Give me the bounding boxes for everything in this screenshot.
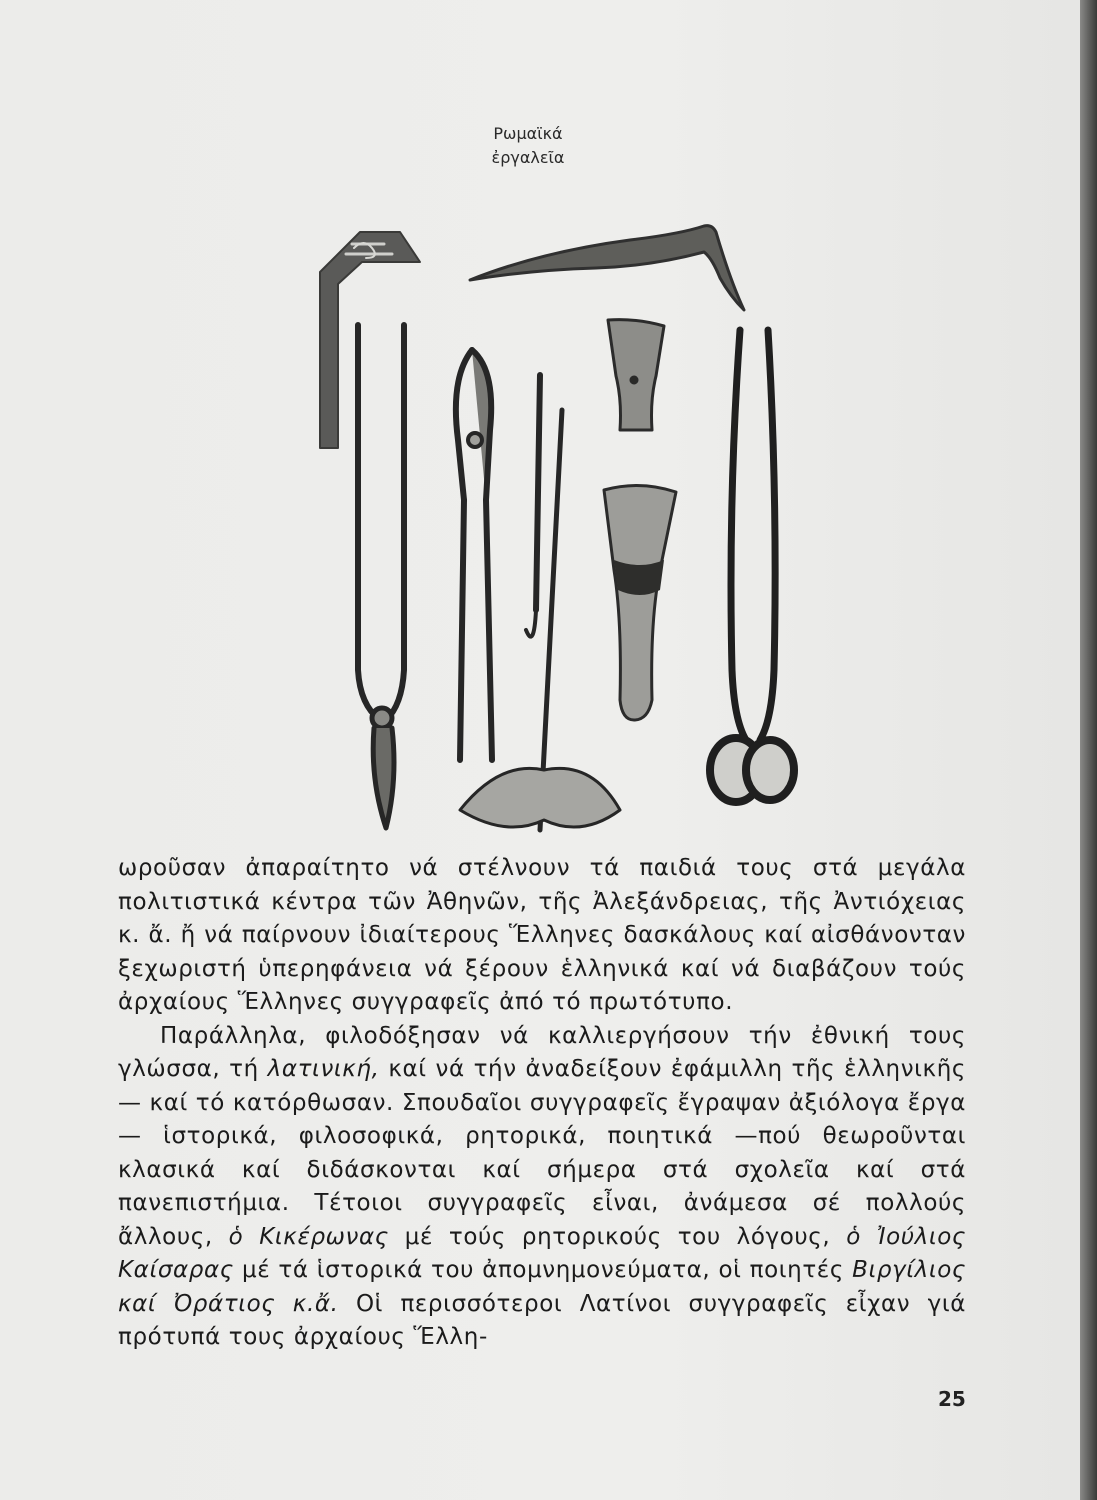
paragraph-2 [118,1020,966,1355]
figure-caption [478,122,578,170]
roman-tools-illustration [300,200,820,840]
caption-line-1: Ρωμαϊκά [493,124,563,143]
p2-cicero: ὁ Κικέρωνας [228,1223,389,1250]
book-spine-edge [1080,0,1097,1500]
p2-part-d: μέ τά ἱστορικά του ἀπομνημονεύματα, οἱ ποιητές [233,1257,853,1283]
shears-tool [456,350,492,760]
chisel-tool [604,320,676,720]
p2-poets: Βιργίλιος καί Ὀράτιος κ.ἄ. [118,1257,966,1317]
p2-caesar: ὁ Ἰούλιος Καίσαρας [118,1223,967,1283]
caption-line-2: ἐργαλεῖα [491,148,565,167]
p2-part-b: καί νά τήν ἀναδείξουν ἐφάμιλλη τῆς ἑλληνικῆς— καί τό κατόρθωσαν. Σπουδαῖοι συγγραφεῖς ἔγραψαν ἀξιόλογα ἔργα— ἱστορικά, φιλοσοφικά, ρητορικά, ποιητικά —πού θεωροῦνται κλασικά καί διδάσκονται καί σήμερα στά σχολεῖα καί στά πανεπιστήμια. Τέτοιοι συγγραφεῖς εἶναι, ἀνάμεσα σέ πολλούς ἄλλους, [118,1056,966,1250]
roman-tools-photo [300,200,820,840]
paragraph-1: ωροῦσαν ἀπαραίτητο νά στέλνουν τά παιδιά τους στά μεγάλα πολιτιστικά κέντρα τῶν Ἀθηνῶν, τῆς Ἀλεξάνδρειας, τῆς Ἀντιόχειας κ. ἄ. ἤ νά παίρνουν ἰδιαίτερους Ἕλληνες δασκάλους καί αἰσθάνονταν ξεχωριστή ὑπερηφάνεια νά ξέρουν ἑλληνικά καί νά διαβάζουν τούς ἀρχαίους Ἕλληνες συγγραφεῖς ἀπό τό πρωτότυπο. [118,855,966,1015]
page-number: 25 [938,1387,966,1411]
body-text [118,852,966,1355]
sickle-tool [470,226,744,310]
p2-part-e: Οἱ περισσότεροι Λατίνοι συγγραφεῖς εἶχαν γιά πρότυπά τους ἀρχαίους Ἕλλη- [118,1290,966,1350]
p2-part-c: μέ τούς ρητορικούς του λόγους, [388,1223,847,1250]
pincers-tool [358,325,404,828]
p2-latin-term: λατινική, [267,1056,380,1082]
tongs-tool [710,330,794,802]
p2-part-a: Παράλληλα, φιλοδόξησαν νά καλλιεργήσουν τήν ἐθνική τους γλώσσα, τή [118,1022,966,1082]
